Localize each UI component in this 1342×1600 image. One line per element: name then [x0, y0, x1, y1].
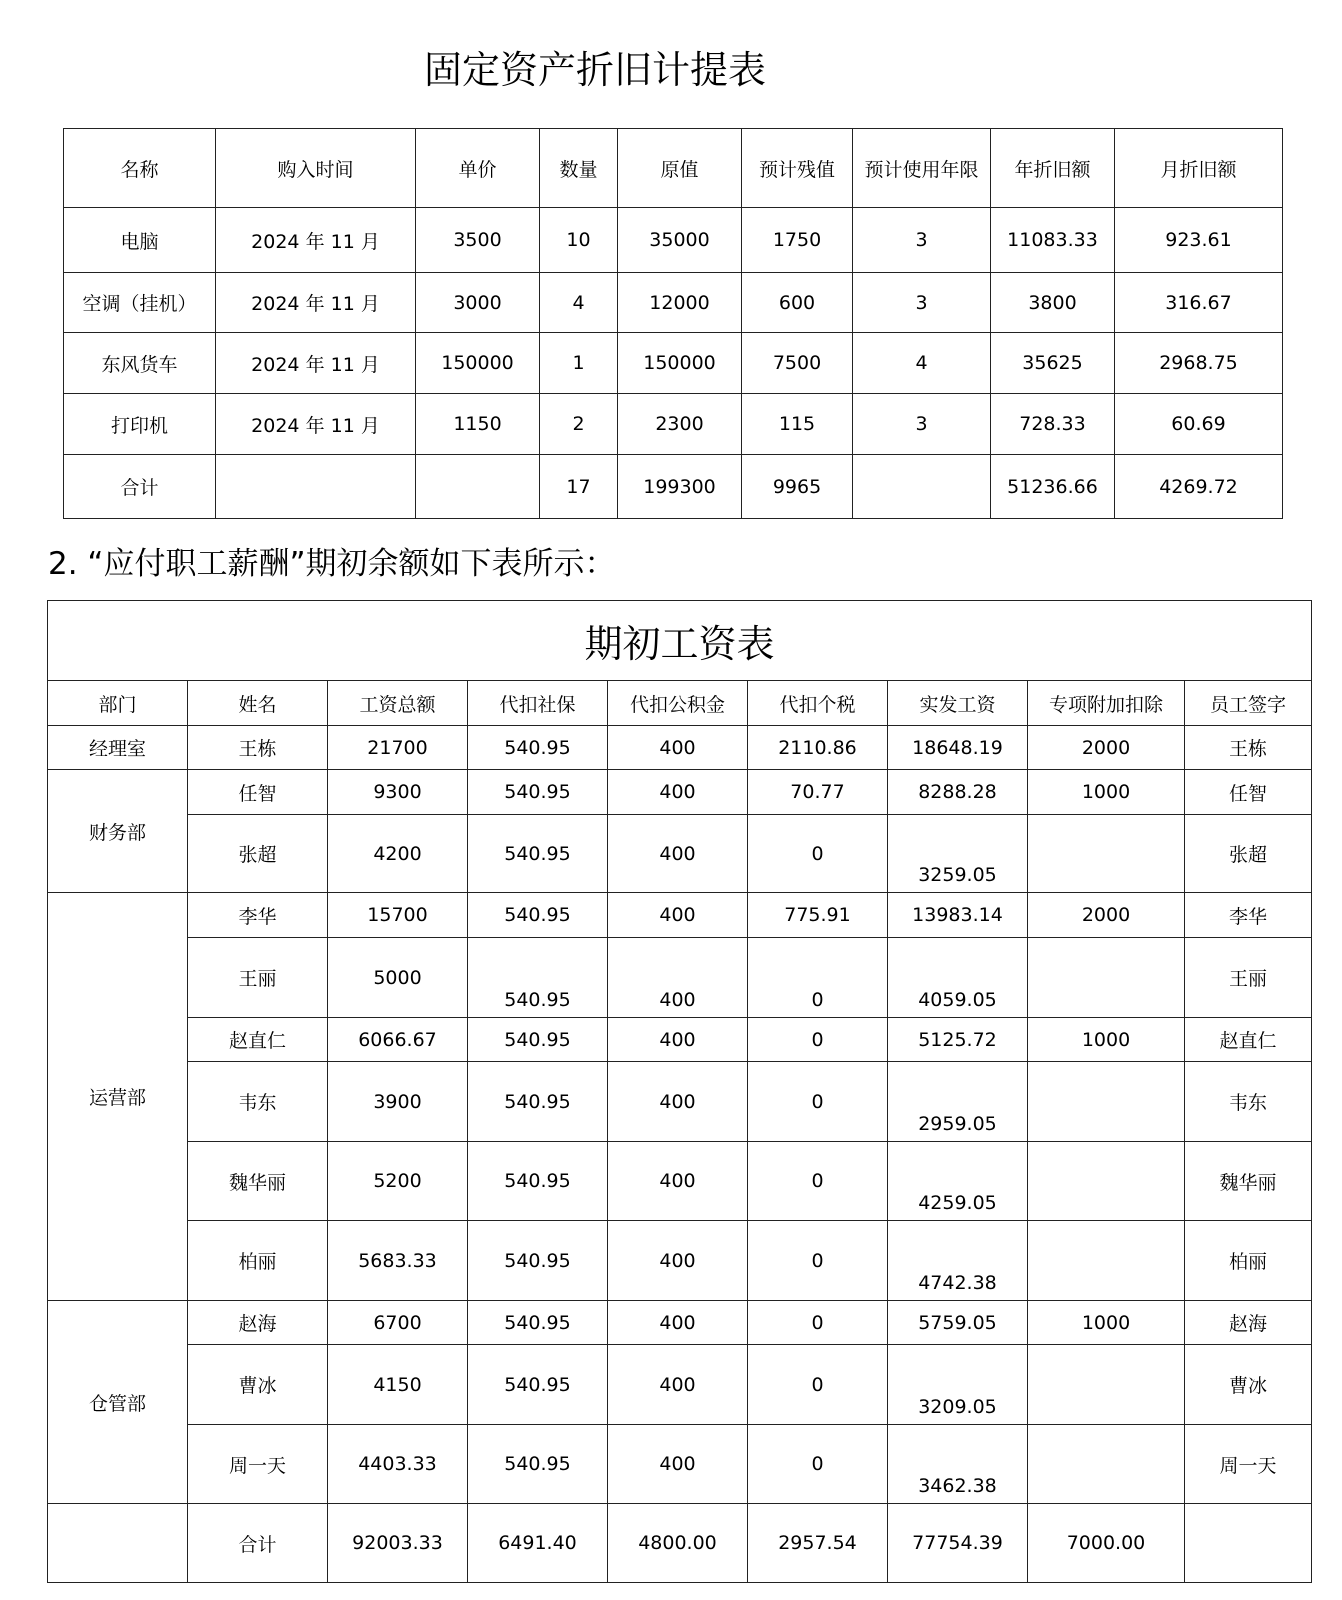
column-header: 专项附加扣除 [1028, 681, 1185, 726]
table-cell: 4059.05 [888, 938, 1028, 1018]
column-header: 实发工资 [888, 681, 1028, 726]
table-cell: 赵海 [1185, 1301, 1312, 1345]
column-header: 代扣社保 [468, 681, 608, 726]
table-cell: 5000 [328, 938, 468, 1018]
column-header: 工资总额 [328, 681, 468, 726]
table-cell: 王丽 [188, 938, 328, 1018]
table-cell: 6066.67 [328, 1018, 468, 1062]
table-cell: 400 [608, 1062, 748, 1142]
column-header: 代扣公积金 [608, 681, 748, 726]
table-cell: 5759.05 [888, 1301, 1028, 1345]
table-total-row [64, 455, 1283, 519]
table-cell: 2024 年 11 月 [216, 208, 416, 273]
table-cell: 1 [540, 333, 618, 394]
table-cell: 电脑 [64, 208, 216, 273]
column-header: 预计残值 [742, 129, 853, 208]
table-row [64, 394, 1283, 455]
table-row [48, 1301, 1312, 1345]
table-cell: 4150 [328, 1345, 468, 1425]
table-cell: 3 [853, 273, 991, 333]
table-cell: 曹冰 [1185, 1345, 1312, 1425]
table-cell: 0 [748, 1062, 888, 1142]
table-cell: 王栋 [188, 726, 328, 770]
table-cell: 540.95 [468, 1062, 608, 1142]
table-cell: 7500 [742, 333, 853, 394]
table-cell: 王栋 [1185, 726, 1312, 770]
table-cell: 400 [608, 815, 748, 893]
salary-table-title: 期初工资表 [48, 601, 1312, 681]
table-cell: 3900 [328, 1062, 468, 1142]
table-cell: 728.33 [991, 394, 1115, 455]
table-row [48, 815, 1312, 893]
table-cell: 0 [748, 1345, 888, 1425]
table-cell: 3000 [416, 273, 540, 333]
table-row [64, 208, 1283, 273]
table-cell: 540.95 [468, 1345, 608, 1425]
table-cell: 540.95 [468, 1425, 608, 1504]
table-cell: 6700 [328, 1301, 468, 1345]
table-cell: 5125.72 [888, 1018, 1028, 1062]
table-cell: 21700 [328, 726, 468, 770]
table-cell: 92003.33 [328, 1504, 468, 1583]
table-cell: 9965 [742, 455, 853, 519]
table-cell: 150000 [618, 333, 742, 394]
table-cell: 9300 [328, 770, 468, 815]
table-cell: 70.77 [748, 770, 888, 815]
table-cell: 77754.39 [888, 1504, 1028, 1583]
table-cell: 400 [608, 893, 748, 938]
table-cell: 775.91 [748, 893, 888, 938]
table-cell: 316.67 [1115, 273, 1283, 333]
table-cell: 400 [608, 1425, 748, 1504]
table-cell: 540.95 [468, 815, 608, 893]
table-cell [853, 455, 991, 519]
depreciation-table [63, 128, 1283, 519]
table-cell: 1000 [1028, 1018, 1185, 1062]
table-cell: 400 [608, 770, 748, 815]
table-cell: 60.69 [1115, 394, 1283, 455]
table-cell: 400 [608, 1345, 748, 1425]
table-cell: 4 [853, 333, 991, 394]
table-cell: 5200 [328, 1142, 468, 1221]
table-cell [216, 455, 416, 519]
table-cell: 400 [608, 1142, 748, 1221]
table-cell: 曹冰 [188, 1345, 328, 1425]
table-cell: 4 [540, 273, 618, 333]
table-header-row [64, 129, 1283, 208]
section-heading: 2. “应付职工薪酬”期初余额如下表所示： [48, 546, 616, 582]
table-cell: 2 [540, 394, 618, 455]
table-cell: 王丽 [1185, 938, 1312, 1018]
table-cell: 199300 [618, 455, 742, 519]
table-cell: 400 [608, 1221, 748, 1301]
table-row [48, 1018, 1312, 1062]
depreciation-table-title: 固定资产折旧计提表 [423, 48, 766, 92]
table-cell: 35625 [991, 333, 1115, 394]
department-cell: 财务部 [48, 770, 188, 893]
table-cell: 3259.05 [888, 815, 1028, 893]
table-cell: 6491.40 [468, 1504, 608, 1583]
table-cell: 2024 年 11 月 [216, 333, 416, 394]
table-cell: 4269.72 [1115, 455, 1283, 519]
column-header: 代扣个税 [748, 681, 888, 726]
table-cell: 东风货车 [64, 333, 216, 394]
table-cell: 150000 [416, 333, 540, 394]
table-cell: 3500 [416, 208, 540, 273]
table-cell [1028, 1345, 1185, 1425]
table-cell: 0 [748, 938, 888, 1018]
table-cell: 400 [608, 1301, 748, 1345]
table-cell: 李华 [1185, 893, 1312, 938]
table-cell [1028, 938, 1185, 1018]
table-cell: 柏丽 [188, 1221, 328, 1301]
table-cell: 540.95 [468, 1301, 608, 1345]
table-cell: 4259.05 [888, 1142, 1028, 1221]
table-cell: 2000 [1028, 893, 1185, 938]
table-cell: 540.95 [468, 1142, 608, 1221]
table-row [48, 726, 1312, 770]
table-cell: 张超 [188, 815, 328, 893]
table-cell: 柏丽 [1185, 1221, 1312, 1301]
department-cell: 运营部 [48, 893, 188, 1301]
table-cell: 赵直仁 [1185, 1018, 1312, 1062]
table-cell: 4742.38 [888, 1221, 1028, 1301]
table-row [48, 1062, 1312, 1142]
table-cell: 51236.66 [991, 455, 1115, 519]
department-cell: 仓管部 [48, 1301, 188, 1504]
table-cell: 周一天 [1185, 1425, 1312, 1504]
table-cell [1028, 1221, 1185, 1301]
column-header: 部门 [48, 681, 188, 726]
table-cell [1028, 1425, 1185, 1504]
table-cell: 0 [748, 1425, 888, 1504]
table-cell: 2024 年 11 月 [216, 394, 416, 455]
table-cell: 打印机 [64, 394, 216, 455]
table-cell: 2968.75 [1115, 333, 1283, 394]
table-cell: 0 [748, 1018, 888, 1062]
table-cell: 0 [748, 1142, 888, 1221]
table-cell: 周一天 [188, 1425, 328, 1504]
column-header: 购入时间 [216, 129, 416, 208]
table-cell: 1000 [1028, 770, 1185, 815]
table-cell: 2000 [1028, 726, 1185, 770]
column-header: 年折旧额 [991, 129, 1115, 208]
table-row [48, 893, 1312, 938]
table-cell: 15700 [328, 893, 468, 938]
table-cell: 400 [608, 1018, 748, 1062]
column-header: 员工签字 [1185, 681, 1312, 726]
table-cell: 600 [742, 273, 853, 333]
table-row [48, 938, 1312, 1018]
table-cell: 11083.33 [991, 208, 1115, 273]
table-cell: 赵海 [188, 1301, 328, 1345]
table-cell: 李华 [188, 893, 328, 938]
table-cell: 3800 [991, 273, 1115, 333]
table-cell: 540.95 [468, 1018, 608, 1062]
table-cell: 魏华丽 [1185, 1142, 1312, 1221]
column-header: 原值 [618, 129, 742, 208]
table-cell: 2024 年 11 月 [216, 273, 416, 333]
table-cell: 赵直仁 [188, 1018, 328, 1062]
table-cell: 合计 [64, 455, 216, 519]
table-cell: 2959.05 [888, 1062, 1028, 1142]
table-cell: 韦东 [188, 1062, 328, 1142]
table-cell: 2957.54 [748, 1504, 888, 1583]
table-cell: 2110.86 [748, 726, 888, 770]
table-cell [1028, 815, 1185, 893]
table-row [48, 1142, 1312, 1221]
table-cell: 1000 [1028, 1301, 1185, 1345]
table-row [48, 770, 1312, 815]
column-header: 单价 [416, 129, 540, 208]
table-cell: 18648.19 [888, 726, 1028, 770]
department-cell: 经理室 [48, 726, 188, 770]
table-cell: 0 [748, 1301, 888, 1345]
table-cell: 540.95 [468, 1221, 608, 1301]
table-cell: 任智 [1185, 770, 1312, 815]
table-cell: 2300 [618, 394, 742, 455]
table-cell [1028, 1142, 1185, 1221]
table-cell: 1150 [416, 394, 540, 455]
column-header: 预计使用年限 [853, 129, 991, 208]
table-cell: 400 [608, 938, 748, 1018]
table-cell: 115 [742, 394, 853, 455]
column-header: 月折旧额 [1115, 129, 1283, 208]
table-cell: 空调（挂机） [64, 273, 216, 333]
table-row [64, 273, 1283, 333]
table-cell: 400 [608, 726, 748, 770]
table-cell [48, 1504, 188, 1583]
table-cell: 3209.05 [888, 1345, 1028, 1425]
table-cell: 魏华丽 [188, 1142, 328, 1221]
table-row [48, 1221, 1312, 1301]
table-cell: 13983.14 [888, 893, 1028, 938]
table-total-row [48, 1504, 1312, 1583]
column-header: 名称 [64, 129, 216, 208]
table-cell: 540.95 [468, 938, 608, 1018]
table-cell: 10 [540, 208, 618, 273]
table-row [64, 333, 1283, 394]
column-header: 姓名 [188, 681, 328, 726]
table-cell: 12000 [618, 273, 742, 333]
table-cell: 540.95 [468, 726, 608, 770]
table-cell: 923.61 [1115, 208, 1283, 273]
table-cell: 540.95 [468, 893, 608, 938]
table-cell: 8288.28 [888, 770, 1028, 815]
table-cell: 韦东 [1185, 1062, 1312, 1142]
table-cell: 任智 [188, 770, 328, 815]
table-cell: 4200 [328, 815, 468, 893]
table-cell: 17 [540, 455, 618, 519]
table-cell: 5683.33 [328, 1221, 468, 1301]
table-cell: 3 [853, 394, 991, 455]
table-cell: 张超 [1185, 815, 1312, 893]
table-cell: 合计 [188, 1504, 328, 1583]
table-row [48, 1345, 1312, 1425]
table-cell: 4403.33 [328, 1425, 468, 1504]
table-cell: 4800.00 [608, 1504, 748, 1583]
table-cell: 35000 [618, 208, 742, 273]
table-cell: 540.95 [468, 770, 608, 815]
table-row [48, 1425, 1312, 1504]
table-cell: 3 [853, 208, 991, 273]
table-cell: 7000.00 [1028, 1504, 1185, 1583]
table-cell [416, 455, 540, 519]
table-cell: 0 [748, 1221, 888, 1301]
table-cell [1185, 1504, 1312, 1583]
salary-table [47, 600, 1312, 1583]
table-cell: 0 [748, 815, 888, 893]
table-cell [1028, 1062, 1185, 1142]
table-cell: 3462.38 [888, 1425, 1028, 1504]
table-cell: 1750 [742, 208, 853, 273]
table-header-row [48, 681, 1312, 726]
column-header: 数量 [540, 129, 618, 208]
